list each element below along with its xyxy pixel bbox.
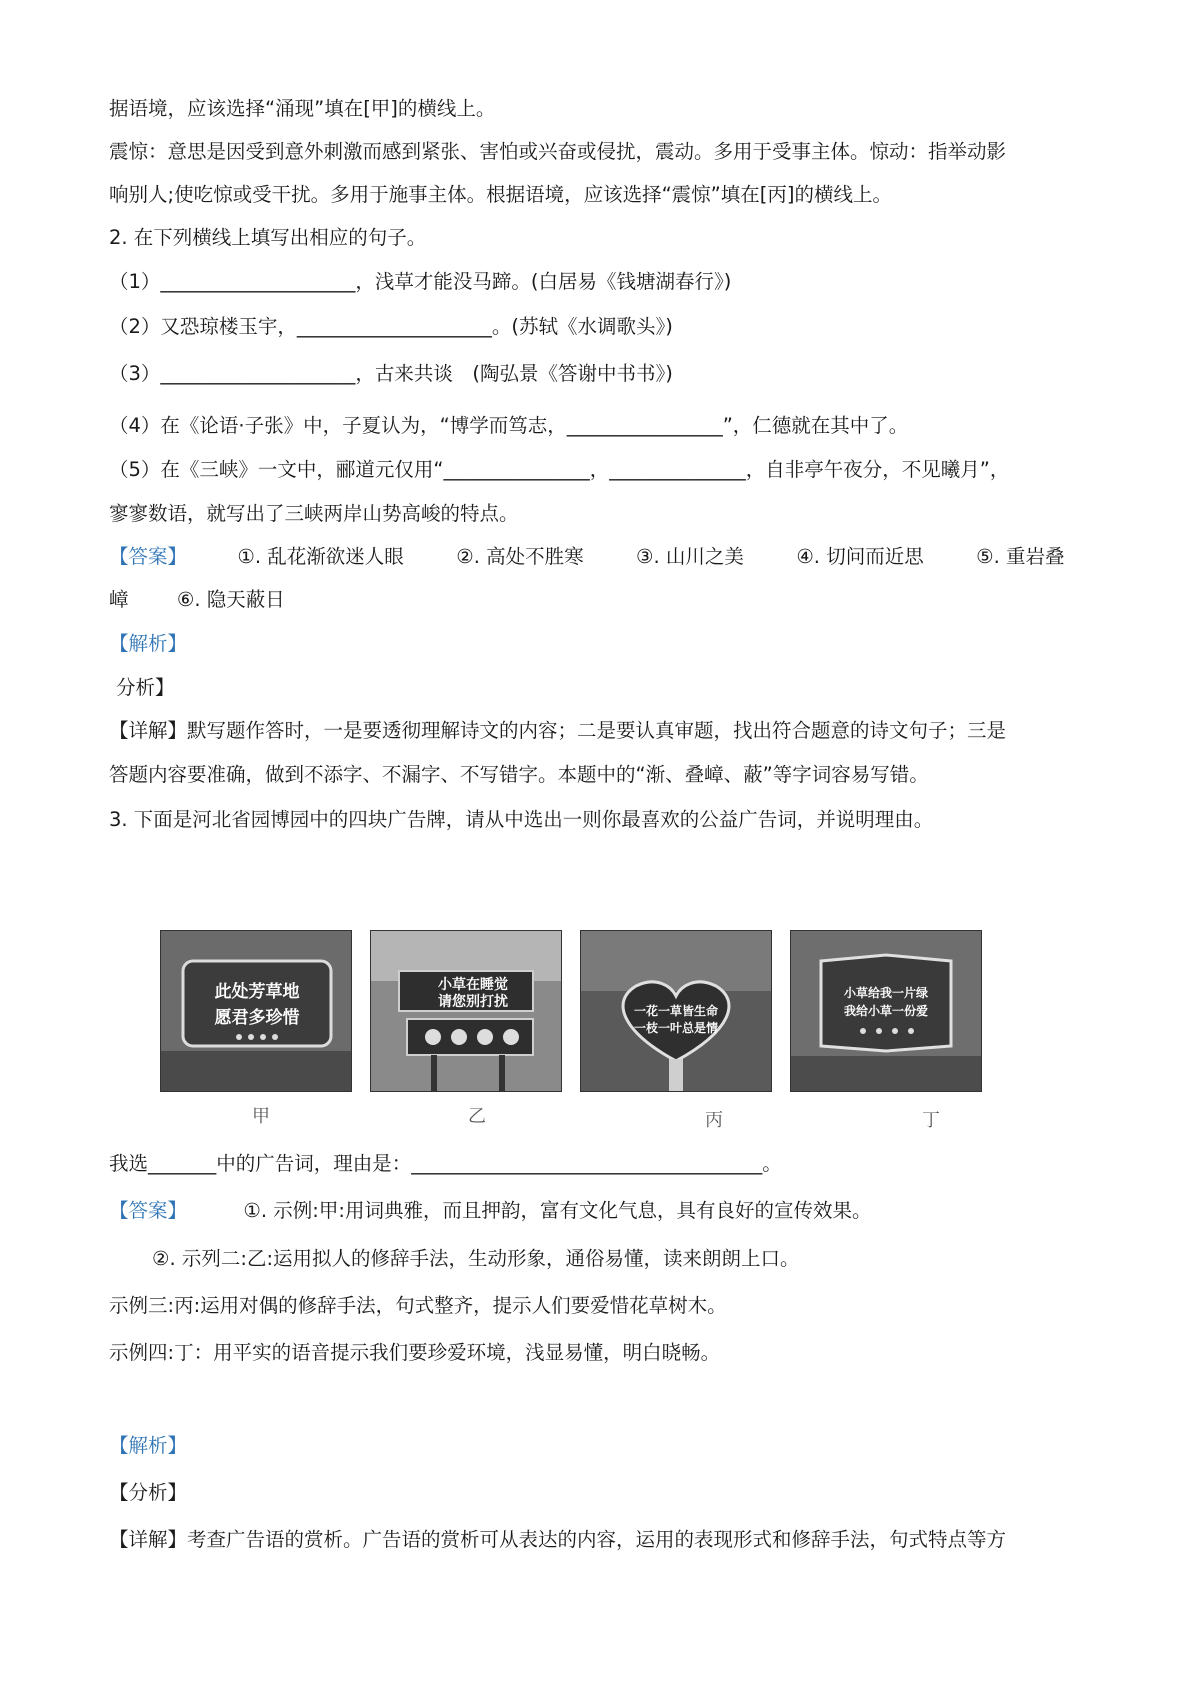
sign-text-jia-1: 此处芳草地 — [214, 982, 300, 1002]
sign-text-bing-2: 一枝一叶总是情 — [633, 1021, 719, 1035]
answer-item: ②. 高处不胜寒 — [456, 545, 584, 568]
question-2-item-5-cont: 寥寥数语，就写出了三峡两岸山势高峻的特点。 — [109, 502, 519, 525]
answer-item: ⑤. 重岩叠 — [976, 545, 1065, 568]
detail-line: 答题内容要准确，做到不添字、不漏字、不写错字。本题中的“渐、叠嶂、蔽”等字词容易写错。 — [109, 763, 929, 786]
photo-caption-yi: 乙 — [468, 1106, 486, 1127]
answer-3-line — [109, 1197, 1099, 1225]
question-2-item-4: （4）在《论语·子张》中，子夏认为，“博学而笃志，________________”，仁德就在其中了。 — [109, 414, 909, 437]
question-2-item-2: （2）又恐琼楼玉宇，____________________。(苏轼《水调歌头》) — [109, 315, 673, 338]
billboard-photos — [160, 930, 1060, 1100]
answer-item: ⑥. 隐天蔽日 — [176, 588, 285, 611]
sign-text-jia-2: 愿君多珍惜 — [214, 1008, 300, 1028]
photo-caption-ding: 丁 — [922, 1110, 940, 1131]
sign-text-ding-2: 我给小草一份爱 — [843, 1004, 929, 1018]
photo-jia — [160, 930, 352, 1092]
photo-ding — [790, 930, 982, 1092]
question-2-item-1: （1）____________________，浅草才能没马蹄。(白居易《钱塘湖春行》) — [109, 270, 732, 293]
answer-2-line — [109, 543, 1099, 571]
analysis-tag: 【解析】 — [109, 1434, 188, 1457]
analysis-heading: 分析】 — [116, 676, 175, 699]
detail-line: 【详解】默写题作答时，一是要透彻理解诗文的内容；二是要认真审题，找出符合题意的诗文句子；三是 — [109, 719, 1007, 742]
sign-text-ding-1: 小草给我一片绿 — [843, 986, 929, 1000]
answer-tag: 【答案】 — [109, 1199, 188, 1222]
sign-text-bing-1: 一花一草皆生命 — [633, 1004, 719, 1018]
analysis-heading: 【分析】 — [109, 1481, 188, 1504]
question-3-title: 3. 下面是河北省园博园中的四块广告牌，请从中选出一则你最喜欢的公益广告词，并说明理由。 — [109, 808, 934, 831]
answer-2-line-cont — [109, 586, 1099, 614]
answer-3-example-3: 示例三:丙:运用对偶的修辞手法，句式整齐，提示人们要爱惜花草树木。 — [109, 1294, 727, 1317]
photo-caption-jia: 甲 — [252, 1106, 270, 1127]
text-line: 据语境，应该选择“涌现”填在[甲]的横线上。 — [109, 97, 496, 120]
question-3-fill-line: 我选_______中的广告词，理由是：____________________________________。 — [109, 1152, 782, 1175]
text-line: 响别人;使吃惊或受干扰。多用于施事主体。根据语境，应该选择“震惊”填在[丙]的横线上。 — [109, 183, 892, 206]
answer-tag: 【答案】 — [109, 545, 188, 568]
answer-3-example-2: ②. 示列二:乙:运用拟人的修辞手法，生动形象，通俗易懂，读来朗朗上口。 — [152, 1247, 800, 1270]
answer-item: ③. 山川之美 — [636, 545, 744, 568]
question-2-item-5: （5）在《三峡》一文中，郦道元仅用“_______________，______________，自非亭午夜分，不见曦月”， — [109, 458, 1010, 481]
photo-caption-bing: 丙 — [705, 1110, 723, 1131]
sign-text-yi-1: 小草在睡觉 — [438, 977, 508, 993]
sign-text-yi-2: 请您别打扰 — [438, 994, 508, 1010]
analysis-tag: 【解析】 — [109, 632, 188, 655]
answer-3-example-4: 示例四:丁：用平实的语音提示我们要珍爱环境，浅显易懂，明白晓畅。 — [109, 1341, 721, 1364]
answer-item: ④. 切问而近思 — [796, 545, 924, 568]
text-line: 震惊：意思是因受到意外刺激而感到紧张、害怕或兴奋或侵扰，震动。多用于受事主体。惊动：指举动影 — [109, 140, 1007, 163]
photo-bing — [580, 930, 772, 1092]
detail-line: 【详解】考查广告语的赏析。广告语的赏析可从表达的内容，运用的表现形式和修辞手法，句式特点等方 — [109, 1528, 1007, 1551]
answer-item: ①. 乱花渐欲迷人眼 — [237, 545, 404, 568]
answer-3-example-1: ①. 示例:甲:用词典雅，而且押韵，富有文化气息，具有良好的宣传效果。 — [243, 1199, 872, 1222]
answer-item-cont: 嶂 — [109, 588, 129, 611]
question-2-item-3: （3）____________________，古来共谈 (陶弘景《答谢中书书》) — [109, 362, 673, 385]
photo-yi — [370, 930, 562, 1092]
question-2-title: 2. 在下列横线上填写出相应的句子。 — [109, 226, 427, 249]
